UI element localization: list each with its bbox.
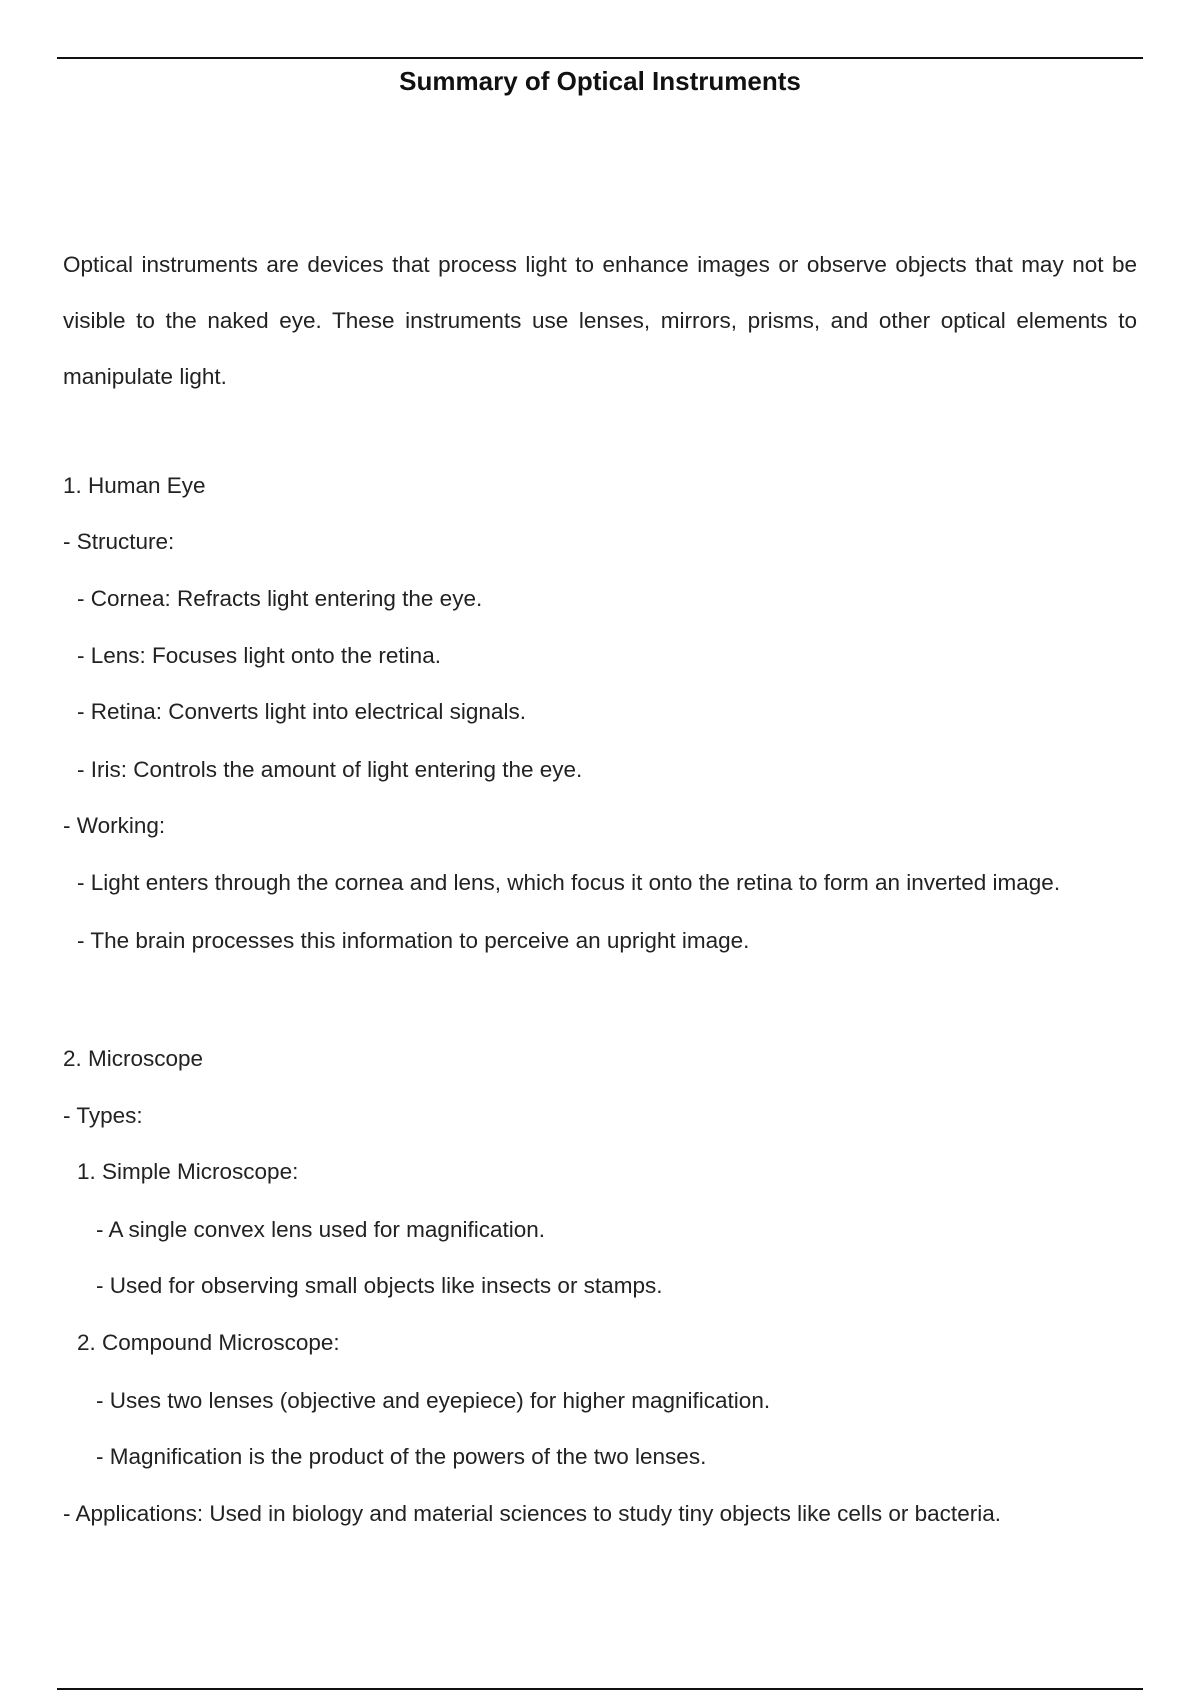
- top-divider: [57, 57, 1143, 59]
- list-item-iris: - Iris: Controls the amount of light entering the eye.: [77, 757, 583, 782]
- structure-label: - Structure:: [63, 529, 175, 554]
- list-item-light-path: - Light enters through the cornea and lens, which focus it onto the retina to form an inverted image.: [77, 870, 1061, 895]
- list-item-magnification: - Magnification is the product of the powers of the two lenses.: [96, 1444, 707, 1469]
- list-item-two-lenses: - Uses two lenses (objective and eyepiece) for higher magnification.: [96, 1388, 771, 1413]
- working-label: - Working:: [63, 813, 166, 838]
- page-title: Summary of Optical Instruments: [399, 66, 801, 96]
- list-item-single-lens: - A single convex lens used for magnification.: [96, 1217, 546, 1242]
- list-item-simple-microscope: 1. Simple Microscope:: [77, 1159, 299, 1184]
- section-heading-human-eye: 1. Human Eye: [63, 473, 206, 498]
- list-item-compound-microscope: 2. Compound Microscope:: [77, 1330, 340, 1355]
- applications-line: - Applications: Used in biology and material sciences to study tiny objects like cells or bacteria.: [63, 1501, 1001, 1526]
- types-label: - Types:: [63, 1103, 143, 1128]
- intro-paragraph: Optical instruments are devices that process light to enhance images or observe objects that may not be visible to the naked eye. These instruments use lenses, mirrors, prisms, and other optical elements to manipulate light.: [63, 252, 1137, 389]
- section-heading-microscope: 2. Microscope: [63, 1046, 204, 1071]
- list-item-retina: - Retina: Converts light into electrical signals.: [77, 699, 526, 724]
- list-item-small-objects: - Used for observing small objects like insects or stamps.: [96, 1273, 663, 1298]
- list-item-brain: - The brain processes this information to perceive an upright image.: [77, 928, 750, 953]
- list-item-lens: - Lens: Focuses light onto the retina.: [77, 643, 441, 668]
- list-item-cornea: - Cornea: Refracts light entering the eye.: [77, 586, 483, 611]
- bottom-divider: [57, 1688, 1143, 1690]
